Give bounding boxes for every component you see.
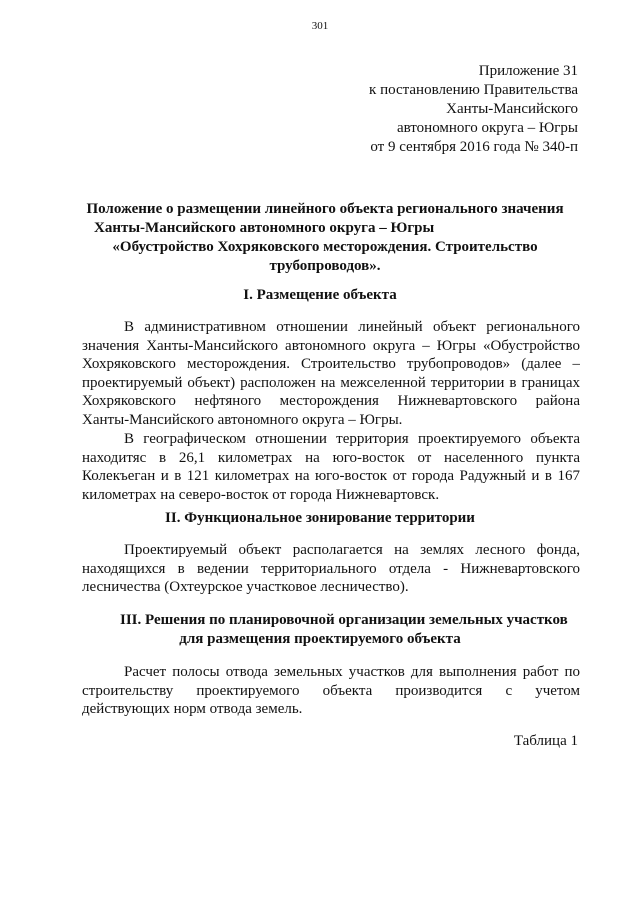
appendix-line: к постановлению Правительства [369,82,578,98]
document-title [70,200,580,276]
text-line: действующих норм отвода земель. [82,701,303,718]
section-1-paragraph-1 [82,318,580,430]
text-line: Ханты-Мансийского автономного округа – Югры. [82,411,403,428]
table-label: Таблица 1 [513,733,578,749]
text-line: находитяс в 26,1 километрах на юго-восток от населенного пункта [82,449,580,466]
text-line: лесничества (Охтеурское участковое лесничество). [82,579,409,596]
text-line: проектируемый объект) расположен на межселенной территории в границах [82,374,580,391]
text-line: Хохряковского месторождения. Строительство трубопроводов» (далее – [82,356,580,373]
section-2-paragraph-1 [82,541,580,597]
text-line: В административном отношении линейный объект регионального [124,319,580,335]
section-1-heading: I. Размещение объекта [243,287,397,303]
title-line: «Обустройство Хохряковского месторождения. Строительство [112,239,538,255]
section-3-heading-line-2: для размещения проектируемого объекта [179,631,461,647]
appendix-line: автономного округа – Югры [396,120,578,136]
appendix-block [369,62,578,157]
text-line: В географическом отношении территория проектируемого объекта [124,431,580,447]
text-line: строительству проектируемого объекта производится с учетом [82,682,580,699]
section-3-paragraph-1 [82,663,580,719]
appendix-line: от 9 сентября 2016 года № 340-п [370,139,578,155]
page-number: 301 [311,20,329,32]
text-line: Проектируемый объект располагается на землях лесного фонда, [124,542,580,558]
section-3-heading-line-1: III. Решения по планировочной организации земельных участков [120,612,568,628]
text-line: находящихся в ведении территориального отдела - Нижневартовского [82,560,580,577]
section-1-paragraph-2 [82,430,580,504]
title-line: Ханты-Мансийского автономного округа – Югры [94,220,435,236]
appendix-line: Ханты-Мансийского [446,101,578,117]
title-line: Положение о размещении линейного объекта регионального значения [86,201,564,217]
text-line: Расчет полосы отвода земельных участков для выполнения работ по [124,664,580,680]
text-line: Колекъеган и в 121 километрах на юго-восток от города Радужный и в 167 [82,468,580,485]
appendix-line: Приложение 31 [478,63,578,79]
title-line: трубопроводов». [269,258,381,274]
section-2-heading: II. Функциональное зонирование территории [165,510,475,526]
text-line: значения Ханты-Мансийского автономного округа – Югры «Обустройство [82,337,580,354]
text-line: Хохряковского нефтяного месторождения Нижневартовского района [82,393,580,410]
text-line: километрах на северо-восток от города Нижневартовск. [82,486,440,503]
